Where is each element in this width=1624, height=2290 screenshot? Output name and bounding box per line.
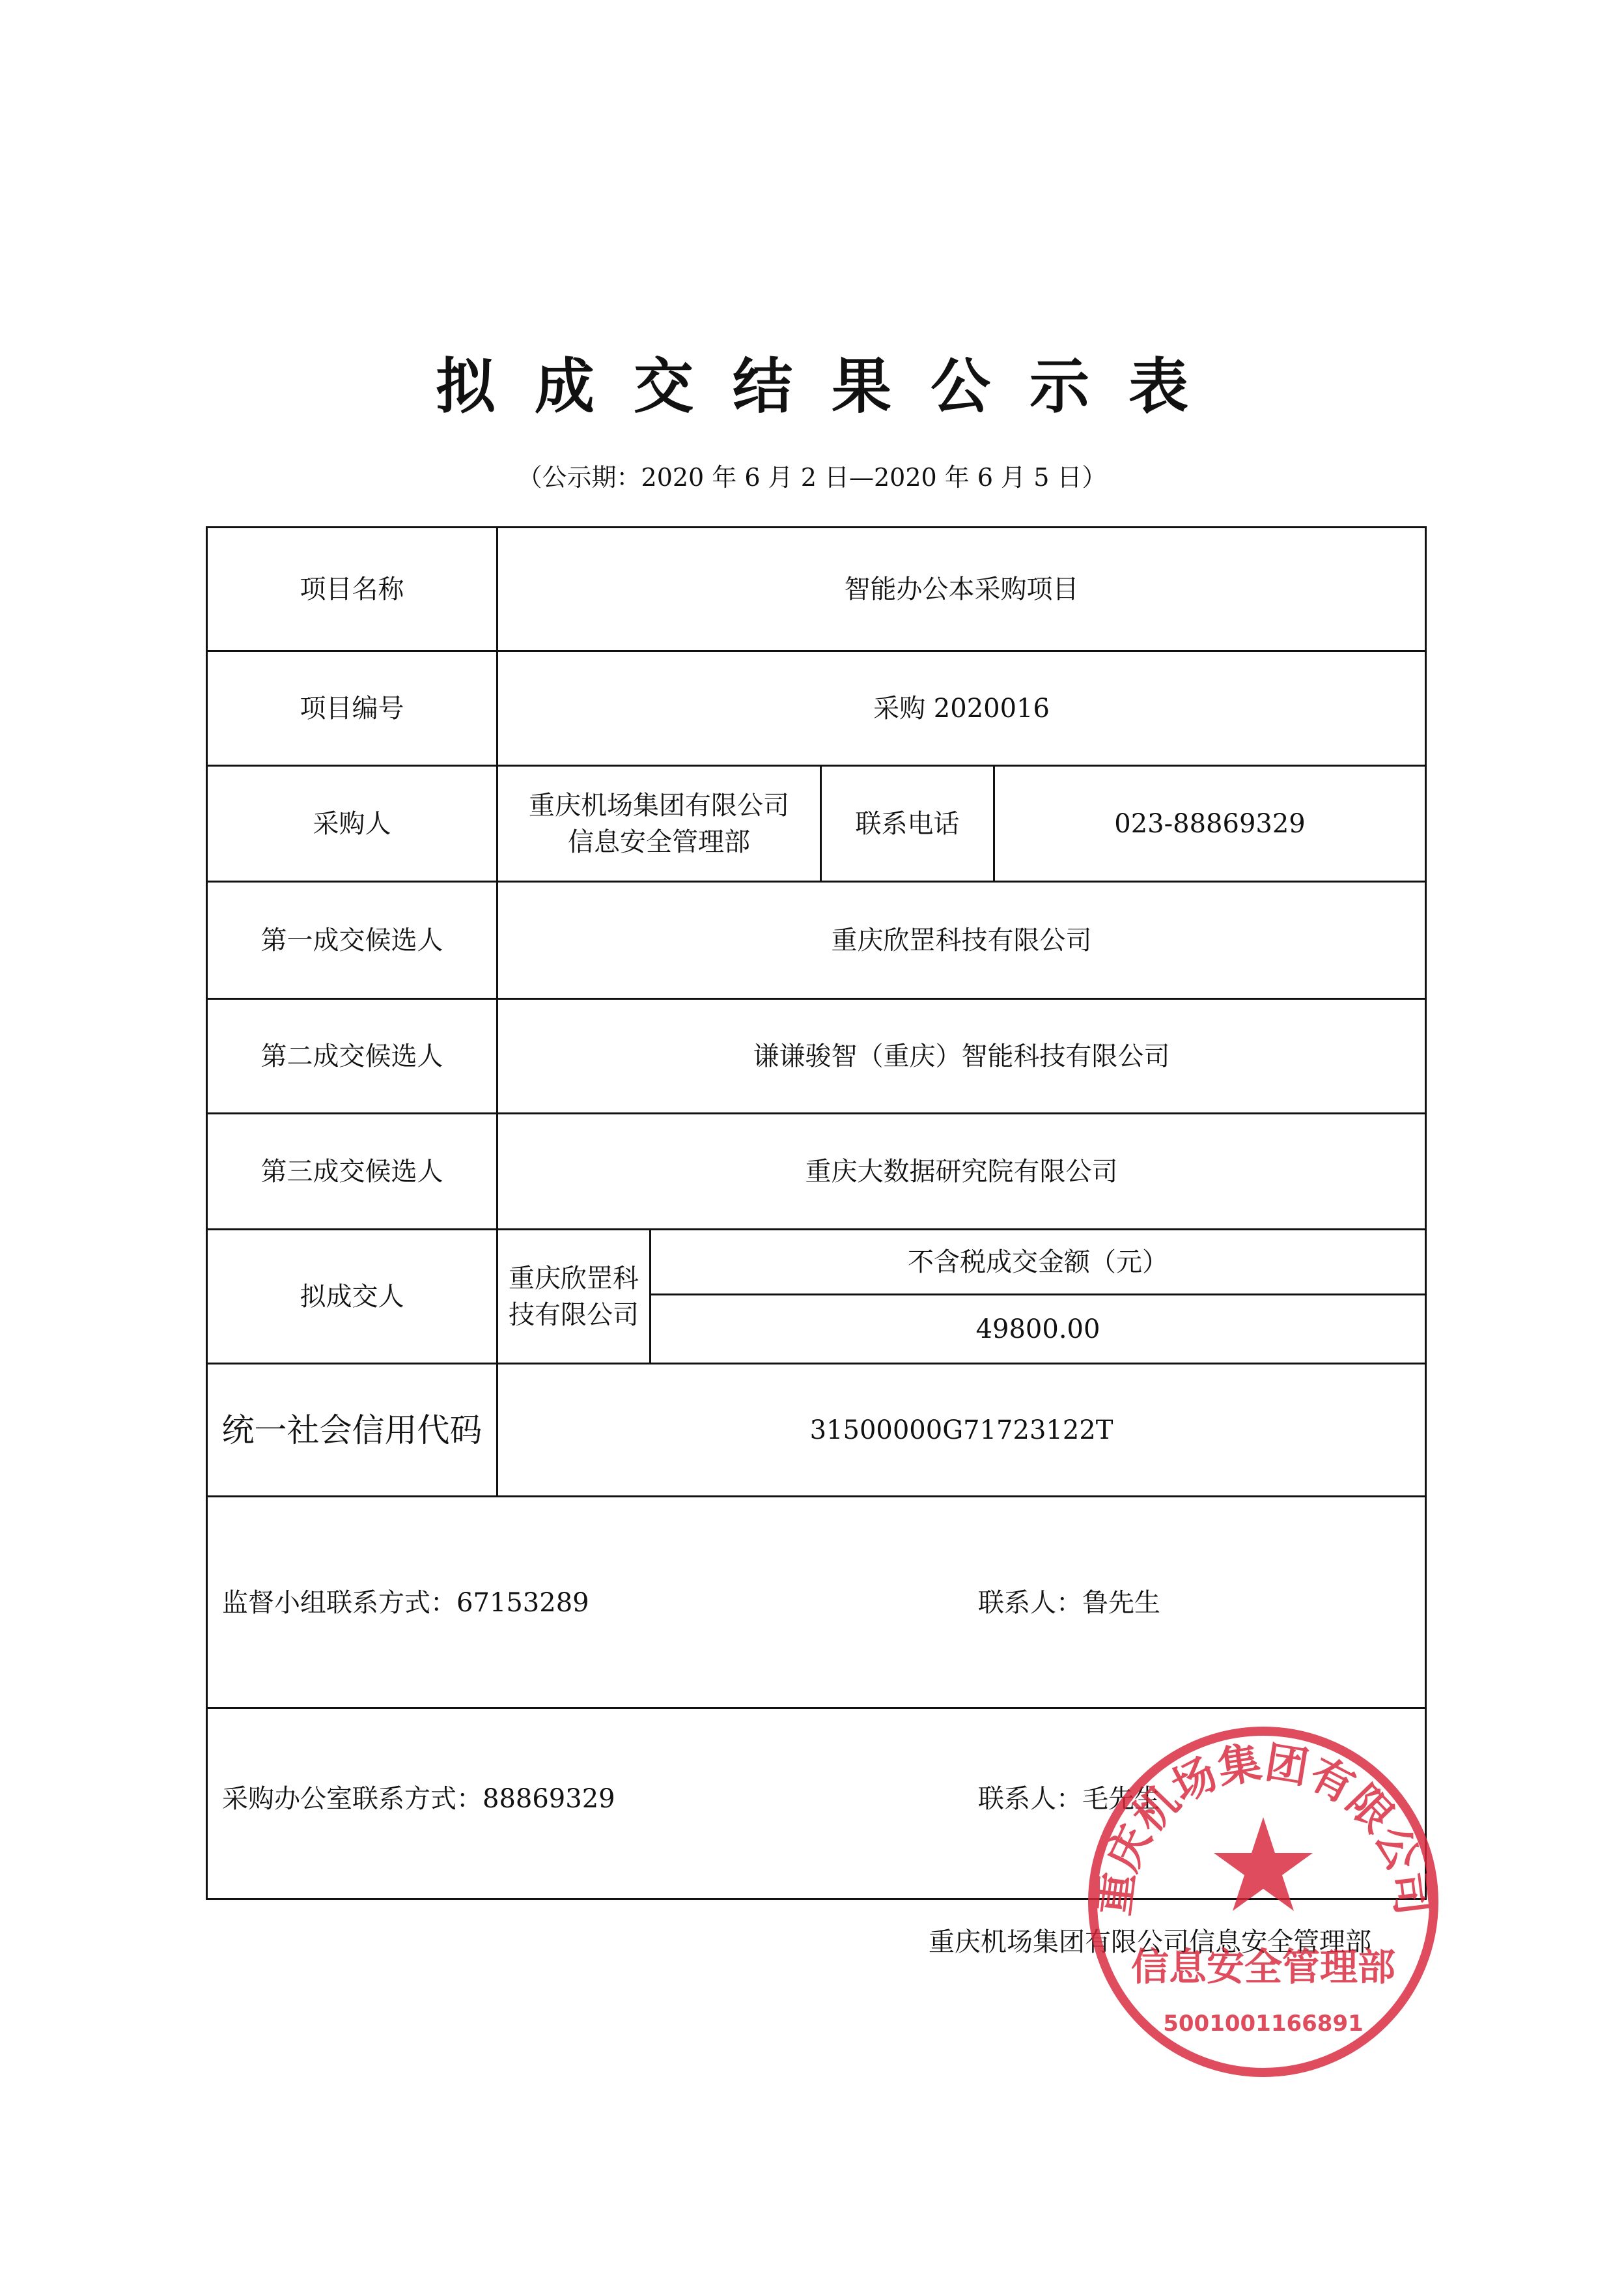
purchaser-line-2: 信息安全管理部: [568, 827, 750, 857]
result-table: [206, 526, 1427, 1900]
supervision-contact: 监督小组联系方式：67153289: [222, 1588, 589, 1618]
purchaser-value: [497, 766, 821, 882]
purchaser-line-1: 重庆机场集团有限公司: [529, 790, 789, 821]
candidate1-label: 第一成交候选人: [207, 882, 497, 999]
phone-label: 联系电话: [821, 766, 994, 882]
office-contact: 采购办公室联系方式：88869329: [222, 1784, 615, 1814]
office-person: 联系人：毛先生: [978, 1784, 1160, 1814]
candidate2-value: 谦谦骏智（重庆）智能科技有限公司: [497, 999, 1426, 1114]
purchaser-label: 采购人: [207, 766, 497, 882]
amount-value: 49800.00: [651, 1295, 1426, 1364]
candidate3-label: 第三成交候选人: [207, 1114, 497, 1230]
page-title: 拟成交结果公示表: [435, 352, 1227, 421]
candidate3-value: 重庆大数据研究院有限公司: [497, 1114, 1426, 1230]
phone-value: 023-88869329: [994, 766, 1426, 882]
amount-label: 不含税成交金额（元）: [651, 1230, 1426, 1295]
supervision-contact-cell: [207, 1497, 1426, 1708]
publicity-period: （公示期：2020 年 6 月 2 日—2020 年 6 月 5 日）: [517, 463, 1107, 492]
candidate2-label: 第二成交候选人: [207, 999, 497, 1114]
project-no-value: 采购 2020016: [497, 651, 1426, 766]
seal-code-text: 5001001166891: [1163, 2011, 1364, 2037]
project-name-label: 项目名称: [207, 528, 497, 651]
seal-dept-text: 信息安全管理部: [1130, 1945, 1396, 1989]
project-no-label: 项目编号: [207, 651, 497, 766]
supervision-person: 联系人：鲁先生: [978, 1588, 1160, 1618]
footer-organization: 重庆机场集团有限公司信息安全管理部: [929, 1927, 1371, 1957]
credit-code-label: 统一社会信用代码: [207, 1364, 497, 1497]
project-name-value: 智能办公本采购项目: [497, 528, 1426, 651]
credit-code-value: 31500000G71723122T: [497, 1364, 1426, 1497]
office-contact-cell: [207, 1708, 1426, 1899]
seal-arc-text: 重庆机场集团有限公司: [1088, 1737, 1438, 1918]
winner-value: 重庆欣罡科技有限公司: [497, 1230, 651, 1364]
winner-label: 拟成交人: [207, 1230, 497, 1364]
candidate1-value: 重庆欣罡科技有限公司: [497, 882, 1426, 999]
